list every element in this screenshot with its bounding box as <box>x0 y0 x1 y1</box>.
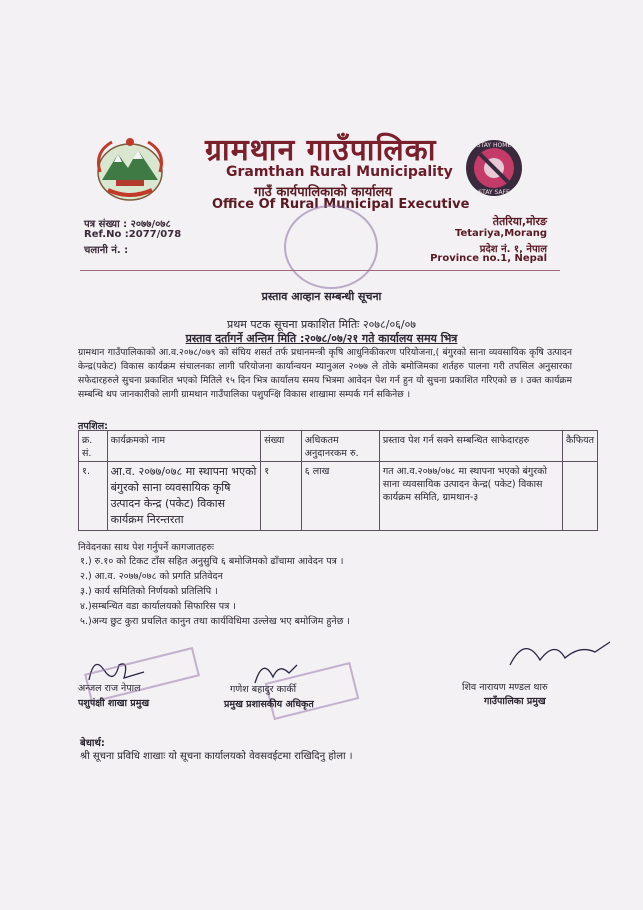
signatory-title-left: पशुपंक्षी शाखा प्रमुख <box>78 698 150 709</box>
documents-label: निवेदनका साथ पेश गर्नुपर्ने कागजातहरुः <box>78 542 214 553</box>
table-header: कैफियत <box>562 431 597 462</box>
notice-body: ग्रामथान गाउँपालिकाको आ.व.२०७८/०७९ को संघिय शसर्त तर्फ प्रधानमन्त्री कृषि आधुनिकीकरण परियोजना,( बंगुरको साना व्यवसायिक कृषि उत्पादन केन्द्र(पकेट) विकास कार्यक्रम संचालनका लागी परियोजना कार्यान्वयन म्यानुअल २०७७ ले तोके बमोजिमका शर्तहरु पालना गरी तपसिल अनुसारका सफेदारहरुले सुचना प्रकाशित भएको मितिले १५ दिन भित्र कार्यालय समय भित्रमा आवेदन पेश गर्न हुन यो सुचना प्रकाशित गरिएको छ । उक्त कार्यक्रम सम्बन्धि थप जानकारीको लागी ग्रामथान गाउँपालिका पशुपन्क्षि विकास शाखामा सम्पर्क गर्न सकिनेछ । <box>78 347 572 400</box>
table-cell: १ <box>261 462 302 531</box>
table-row <box>79 462 598 531</box>
svg-text:STAY HOME: STAY HOME <box>476 142 512 149</box>
notice-heading: प्रस्ताव आव्हान सम्बन्धी सूचना <box>261 290 382 303</box>
signatory-name-right: शिव नारायण मण्डल थारु <box>462 682 548 693</box>
details-label: तपशिल: <box>78 421 108 432</box>
table-header-row <box>79 431 598 462</box>
list-item: २.) आ.व. २०७७/०७८ को प्रगति प्रतिवेदन <box>80 571 223 582</box>
province-nepali: प्रदेश नं. १, नेपाल <box>479 244 547 255</box>
table-header: अधिकतम अनुदानरकम रु. <box>301 431 379 462</box>
table-header: संख्या <box>261 431 302 462</box>
signatory-title-right: गाउँपालिका प्रमुख <box>484 696 546 707</box>
table-cell: ६ लाख <box>301 462 379 531</box>
header-divider <box>80 270 560 271</box>
municipality-title-nepali: ग्रामथान गाउँपालिका <box>205 133 437 168</box>
reference-number-nepali: पत्र संख्या : २०७७/०७८ <box>84 219 171 230</box>
list-item: १.) रु.१० को टिकट टाँस सहित अनुसुचि ६ बमोजिमको ढाँचामा आवेदन पत्र । <box>80 556 344 567</box>
list-item: ५.)अन्य छुट कुरा प्रचलित कानुन तथा कार्यविधिमा उल्लेख भए बमोजिम हुनेछ । <box>80 616 350 627</box>
list-item: ३.) कार्य समितिको निर्णयको प्रतिलिपि । <box>80 586 218 597</box>
province-english: Province no.1, Nepal <box>430 253 547 264</box>
table-header: प्रस्ताव पेश गर्न सक्ने सम्बन्धित साफेदारहरु <box>379 431 562 462</box>
nepal-emblem-logo <box>88 132 172 204</box>
program-table <box>78 430 598 531</box>
signatory-name-mid: गणेश बहादुर कार्की <box>230 684 297 695</box>
svg-text:STAY SAFE: STAY SAFE <box>478 189 510 196</box>
first-publication-date: प्रथम पटक सूचना प्रकाशित मितिः २०७८/०६/०७ <box>226 318 417 331</box>
list-item: ४.)सम्बन्धित वडा कार्यालयको सिफारिस पत्र । <box>80 601 236 612</box>
office-title-english: Office Of Rural Municipal Executive <box>212 197 470 212</box>
address-nepali: तेतरिया,मोरङ <box>492 215 547 228</box>
table-cell <box>562 462 597 531</box>
office-seal-stamp <box>284 205 378 289</box>
office-title-nepali: गाउँ कार्यपालिकाको कार्यालय <box>254 185 392 200</box>
submission-deadline: प्रस्ताव दर्तागर्ने अन्तिम मिति :२०७८/०७/२१ गते कार्यालय समय भित्र <box>185 332 458 345</box>
handwritten-signature-right <box>505 630 615 680</box>
table-cell: आ.व. २०७७/०७८ मा स्थापना भएको बंगुरको साना व्यवसायिक कृषि उत्पादन केन्द्र (पकेट) विकास कार्यक्रम निरन्तरता <box>107 462 261 531</box>
municipality-title-english: Gramthan Rural Municipality <box>226 164 453 180</box>
table-cell: १. <box>79 462 108 531</box>
dispatch-number: चलानी नं. : <box>84 245 129 256</box>
table-cell: गत आ.व.२०७७/०७८ मा स्थापना भएको बंगुरको साना व्यवसायिक उत्पादन केन्द्र( पकेट) विकास कार्यक्रम समिति, ग्रामथान-३ <box>379 462 562 531</box>
signatory-name-left: अन्जल राज नेपाल <box>78 683 141 694</box>
table-header: कार्यक्रमको नाम <box>107 431 261 462</box>
stay-home-badge-icon <box>458 138 530 198</box>
address-english: Tetariya,Morang <box>454 228 547 239</box>
cc-text: श्री सूचना प्रविधि शाखाः यो सूचना कार्यालयको वेवसवईटमा राखिदिनु होला । <box>80 751 353 762</box>
signatory-title-mid: प्रमुख प्रशासकीय अधिकृत <box>224 699 314 710</box>
table-header: क्र. सं. <box>79 431 108 462</box>
cc-label: बेधार्थ: <box>80 738 105 749</box>
reference-number-english: Ref.No :2077/078 <box>84 229 182 240</box>
